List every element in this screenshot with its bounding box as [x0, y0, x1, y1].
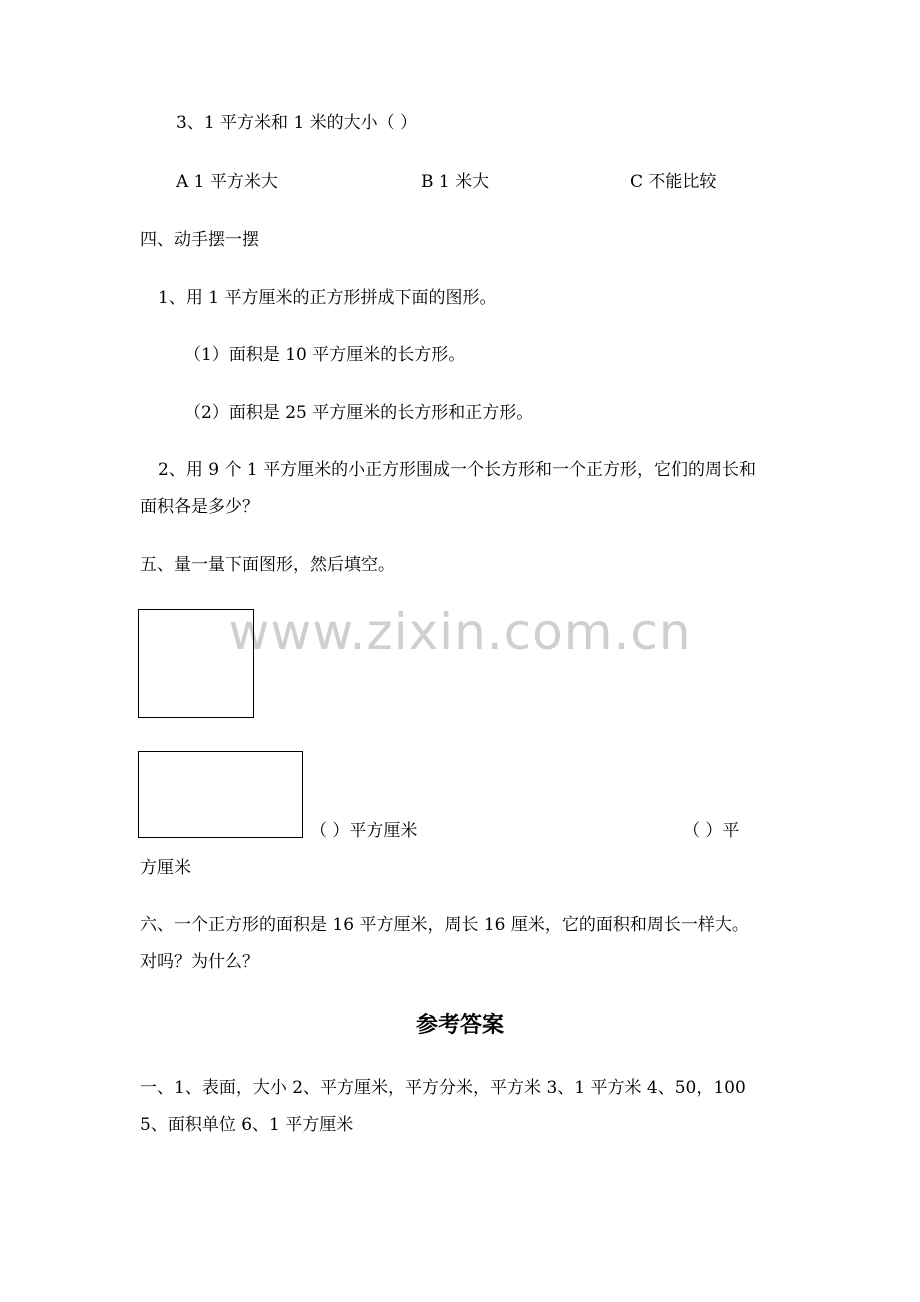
answer-blank-2-unit: 方厘米: [140, 858, 191, 878]
option-c: C 不能比较: [630, 172, 717, 192]
section-4-question-1: 1、用 1 平方厘米的正方形拼成下面的图形。: [158, 288, 497, 308]
answer-key-line-1: 一、1、表面，大小 2、平方厘米，平方分米，平方米 3、1 平方米 4、50，100: [140, 1078, 746, 1098]
section-6-line-1: 六、一个正方形的面积是 16 平方厘米，周长 16 厘米，它的面积和周长一样大。: [140, 915, 749, 935]
answer-key-title: 参考答案: [415, 1013, 504, 1038]
answer-key-line-2: 5、面积单位 6、1 平方厘米: [140, 1115, 354, 1135]
option-b: B 1 米大: [421, 172, 490, 192]
section-4-heading: 四、动手摆一摆: [140, 230, 259, 250]
square-figure: [138, 609, 254, 718]
option-a: A 1 平方米大: [176, 172, 278, 192]
section-4-question-1-part-2: （2）面积是 25 平方厘米的长方形和正方形。: [184, 403, 534, 423]
section-5-heading: 五、量一量下面图形，然后填空。: [140, 555, 395, 575]
section-4-question-2-line-2: 面积各是多少？: [140, 497, 259, 517]
rectangle-figure: [138, 751, 303, 838]
watermark: www.zixin.com.cn: [228, 603, 692, 661]
answer-blank-1: （ ）平方厘米: [310, 821, 418, 841]
answer-blank-2: （ ）平: [683, 821, 740, 841]
section-6-line-2: 对吗？为什么？: [140, 952, 259, 972]
section-4-question-1-part-1: （1）面积是 10 平方厘米的长方形。: [184, 345, 466, 365]
section-4-question-2-line-1: 2、用 9 个 1 平方厘米的小正方形围成一个长方形和一个正方形，它们的周长和: [158, 460, 757, 480]
question-3: 3、1 平方米和 1 米的大小（ ）: [176, 113, 418, 133]
